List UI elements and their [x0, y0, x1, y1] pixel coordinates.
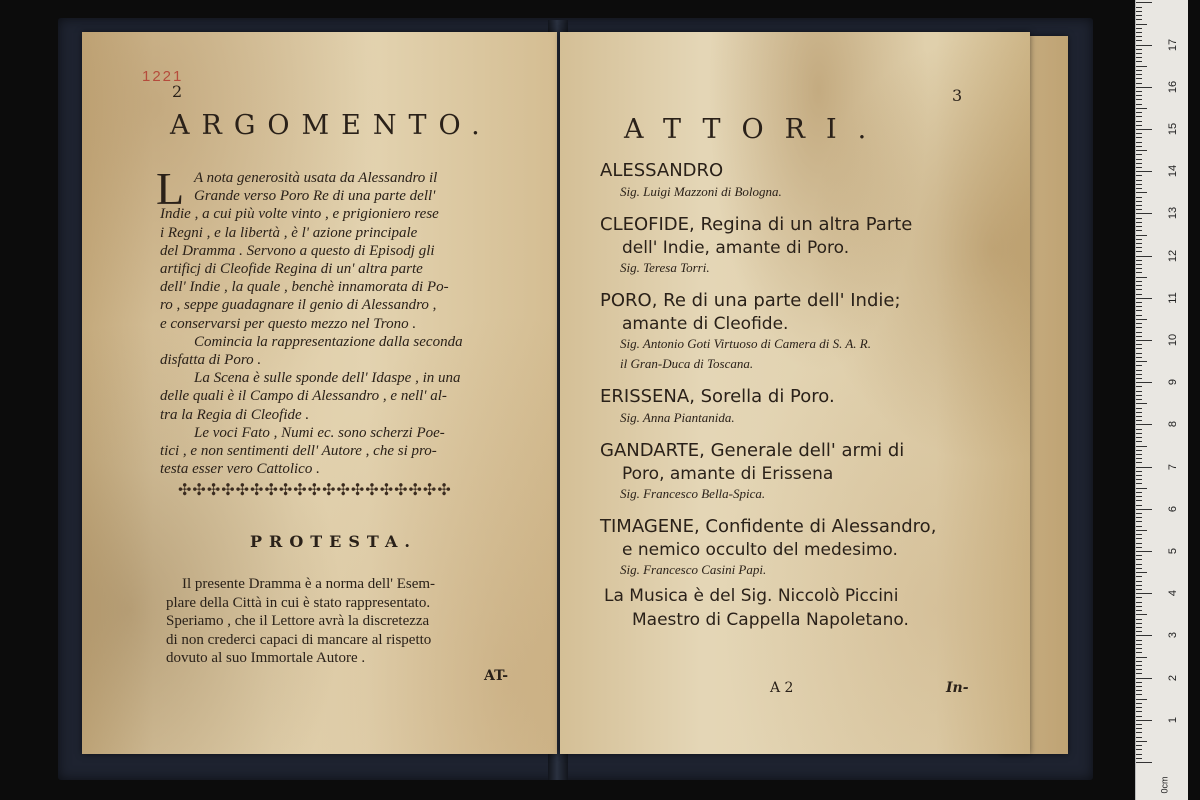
signature-mark: A 2 — [770, 680, 794, 696]
argument-line: Le voci Fato , Numi ec. sono scherzi Poe- — [194, 424, 445, 441]
actor-name: Sig. Antonio Goti Virtuoso di Camera di S. A. R. — [620, 336, 871, 351]
ruler-number: 3 — [1167, 632, 1179, 639]
catchword-left: AT- — [484, 668, 509, 684]
argument-line: tici , e non sentimenti dell' Autore , che si pro- — [160, 443, 437, 459]
music-credit-line-2: Maestro di Cappella Napoletano. — [632, 610, 909, 630]
decorative-ornament-row: ✣✣✣✣✣✣✣✣✣✣✣✣✣✣✣✣✣✣✣ — [178, 480, 452, 499]
actor-name: Sig. Anna Piantanida. — [620, 410, 735, 425]
page-number-right: 3 — [952, 86, 963, 105]
ruler-unit-label: 0cm — [1159, 776, 1170, 794]
role-description: Poro, amante di Erissena — [622, 464, 834, 484]
protest-line: plare della Città in cui è stato rappresentato. — [166, 594, 431, 611]
role-description: e nemico occulto del medesimo. — [622, 540, 898, 560]
protest-line: dovuto al suo Immortale Autore . — [166, 650, 366, 666]
ruler-number: 5 — [1167, 547, 1179, 555]
role-name: PORO, Re di una parte dell' Indie; — [600, 290, 901, 311]
argument-title: ARGOMENTO. — [170, 110, 492, 141]
ruler-number: 2 — [1167, 674, 1179, 681]
actor-name: Sig. Francesco Bella-Spica. — [620, 486, 766, 501]
ruler-number: 8 — [1167, 421, 1179, 428]
role-name: ALESSANDRO — [600, 160, 724, 181]
actor-name: Sig. Francesco Casini Papi. — [620, 562, 767, 577]
measuring-ruler — [1135, 0, 1188, 800]
music-credit-line-1: La Musica è del Sig. Niccolò Piccini — [604, 586, 899, 606]
actor-name-continued: il Gran-Duca di Toscana. — [620, 356, 754, 371]
role-name: CLEOFIDE, Regina di un altra Parte — [600, 214, 913, 235]
role-name: ERISSENA, Sorella di Poro. — [600, 386, 835, 407]
argument-line: i Regni , e la libertà , è l' azione principale — [160, 224, 418, 241]
ruler-number: 11 — [1167, 292, 1179, 304]
actor-name: Sig. Teresa Torri. — [620, 260, 710, 275]
drop-cap: L — [156, 163, 185, 214]
ruler-number: 4 — [1167, 590, 1179, 597]
argument-line: disfatta di Poro . — [160, 352, 262, 368]
role-name: GANDARTE, Generale dell' armi di — [600, 440, 905, 461]
argument-line: Grande verso Poro Re di una parte dell' — [194, 188, 436, 205]
ruler-number: 13 — [1167, 207, 1179, 220]
ruler-number: 12 — [1167, 249, 1179, 262]
argument-line: del Dramma . Servono a questo di Episodj gli — [160, 242, 435, 259]
argument-line: dell' Indie , la quale , benchè innamorata di Po- — [160, 279, 449, 296]
ruler-number: 14 — [1167, 165, 1179, 178]
argument-line: La Scena è sulle sponde dell' Idaspe , in una — [194, 370, 461, 387]
argument-line: ro , seppe guadagnare il genio di Alessandro , — [160, 297, 437, 314]
protest-title: PROTESTA. — [250, 532, 417, 551]
actor-name: Sig. Luigi Mazzoni di Bologna. — [620, 184, 782, 199]
role-description: dell' Indie, amante di Poro. — [622, 238, 850, 258]
ruler-number: 1 — [1167, 716, 1179, 723]
ruler-number: 10 — [1167, 333, 1179, 347]
argument-line: Indie , a cui più volte vinto , e prigioniero rese — [160, 206, 439, 223]
argument-line: A nota generosità usata da Alessandro il — [194, 170, 438, 186]
argument-line: delle quali è il Campo di Alessandro , e nell' al- — [160, 388, 447, 405]
role-name: TIMAGENE, Confidente di Alessandro, — [600, 516, 937, 537]
library-stamp: 1221 — [142, 68, 184, 85]
protest-line: Il presente Dramma è a norma dell' Esem- — [182, 576, 436, 592]
ruler-number: 6 — [1167, 505, 1179, 512]
argument-line: tra la Regia di Cleofide . — [160, 406, 310, 423]
argument-line: artificj di Cleofide Regina di un' altra parte — [160, 261, 423, 277]
ruler-number: 17 — [1167, 38, 1179, 51]
catchword-right: In- — [946, 680, 969, 696]
protest-line: Speriamo , che il Lettore avrà la discretezza — [166, 613, 430, 629]
ruler-number: 7 — [1167, 463, 1179, 470]
cast-title: ATTORI. — [624, 114, 888, 145]
ruler-number: 16 — [1167, 80, 1179, 93]
role-description: amante di Cleofide. — [622, 314, 789, 334]
right-page — [560, 32, 1030, 754]
argument-line: testa esser vero Cattolico . — [160, 461, 320, 478]
argument-line: Comincia la rappresentazione dalla seconda — [194, 333, 463, 350]
ruler-number: 9 — [1167, 379, 1179, 386]
page-number-left: 2 — [172, 82, 183, 101]
ruler-number: 15 — [1167, 122, 1179, 136]
left-page — [82, 32, 557, 754]
argument-line: e conservarsi per questo mezzo nel Trono . — [160, 315, 417, 332]
protest-line: di non crederci capaci di mancare al rispetto — [166, 631, 432, 648]
